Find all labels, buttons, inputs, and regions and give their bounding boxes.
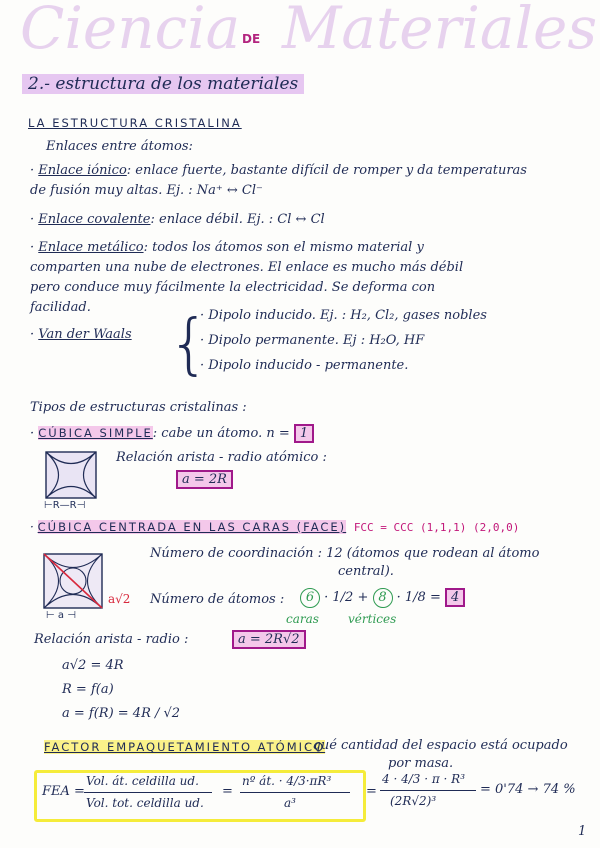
fea-question: : qué cantidad del espacio está ocupado [304,738,568,753]
atoms-result: 4 [445,588,465,607]
ionic-text-2: de fusión muy altas. Ej. : Na⁺ ↔ Cl⁻ [30,183,263,198]
vdw-label: Van der Waals [38,327,132,342]
atoms-eight: 8 [373,588,393,608]
fea-heading: FACTOR EMPAQUETAMIENTO ATÓMICO [44,740,326,754]
atoms-eighth: 1/8 [404,590,426,605]
metallic-text: : todos los átomos son el mismo material y [143,240,424,255]
vdw-brace: { [168,305,210,382]
simple-cubic-diagram [44,450,100,502]
types-heading: Tipos de estructuras cristalinas : [30,400,247,415]
relation-eq: a = 2R [176,470,233,489]
fea-eq-2: = [366,784,377,799]
fea-frac-line-1 [84,792,212,793]
cubic-simple: · CÚBICA SIMPLE: cabe un átomo. n = 1 [30,426,314,441]
coord-text: Número de coordinación : 12 (átomos que rodean al átomo [150,546,540,561]
fcc-code: FCC = CCC (1,1,1) (2,0,0) [353,521,520,534]
eq-3: a = f(R) = 4R / √2 [62,706,181,721]
ionic-label: Enlace iónico [38,163,127,178]
fea-frac-line-2 [240,792,350,793]
fcc-diag-label: a√2 [108,592,131,606]
coord-text-2: central). [338,564,394,579]
atoms-six: 6 [300,588,320,608]
fea-den-2: a³ [284,796,296,810]
title-de: DE [242,32,261,46]
covalent-bond: · Enlace covalente: enlace débil. Ej. : Cl ↔ Cl [30,212,325,227]
fea-lhs: FEA = [42,784,85,799]
fea-num: Vol. át. celdilla ud. [86,774,199,788]
eq-2: R = f(a) [62,682,114,697]
title-ciencia: Ciencia [20,0,241,62]
bonds-intro: Enlaces entre átomos: [46,139,193,154]
crystal-heading: LA ESTRUCTURA CRISTALINA [28,116,242,130]
vdw-item-2: · Dipolo permanente. Ej : H₂O, HF [200,333,425,348]
fea-eq-1: = [222,784,233,799]
ionic-bond: · Enlace iónico: enlace fuerte, bastante difícil de romper y da temperaturas [30,163,527,178]
atoms-text: Número de átomos : [150,592,285,607]
metallic-label: Enlace metálico [38,240,144,255]
vdw-item-1: · Dipolo inducido. Ej. : H₂, Cl₂, gases nobles [200,308,487,323]
fcc-label: CÚBICA CENTRADA EN LAS CARAS (FACE) [37,520,347,534]
title-materiales: Materiales [282,0,598,62]
ionic-text: : enlace fuerte, bastante difícil de romper y da temperaturas [126,163,527,178]
cubic-simple-text: : cabe un átomo. n = [152,426,290,441]
fea-num-3: 4 · 4/3 · π · R³ [382,772,466,786]
atoms-half: 1/2 [332,590,354,605]
fcc-diagram-label: ⊢ a ⊣ [46,610,76,621]
radius-text: Relación arista - radio : [34,632,189,647]
covalent-label: Enlace covalente [38,212,151,227]
fea-num-2: nº át. · 4/3·πR³ [242,774,332,788]
fea-frac-line-3 [380,790,476,791]
cubic-simple-n: 1 [294,424,314,443]
page-number: 1 [578,824,587,839]
fea-result: = 0'74 → 74 % [480,782,576,797]
vdw-item-3: · Dipolo inducido - permanente. [200,358,409,373]
fcc-diagram [42,552,106,612]
covalent-text: : enlace débil. Ej. : Cl ↔ Cl [150,212,325,227]
metallic-text-2: comparten una nube de electrones. El enlace es mucho más débil [30,260,464,275]
caras-label: caras [286,612,319,626]
simple-diagram-label: ⊢R—R⊣ [44,500,86,511]
fea-den: Vol. tot. celdilla ud. [86,796,204,810]
relation-text: Relación arista - radio atómico : [116,450,327,465]
radius-eq: a = 2R√2 [232,630,306,649]
eq-1: a√2 = 4R [62,658,124,673]
section-heading: 2.- estructura de los materiales [22,74,304,94]
fea-question-2: por masa. [388,756,454,771]
fea-den-3: (2R√2)³ [390,794,437,808]
metallic-bond: · Enlace metálico: todos los átomos son el mismo material y [30,240,424,255]
vdw-bond: · Van der Waals [30,327,132,342]
vertices-label: vértices [348,612,397,626]
atoms-formula: 6 · 1/2 + 8 · 1/8 = 4 [300,588,465,608]
metallic-text-4: facilidad. [30,300,91,315]
cubic-simple-label: CÚBICA SIMPLE [38,426,153,440]
fcc: · CÚBICA CENTRADA EN LAS CARAS (FACE) FCC = CCC (1,1,1) (2,0,0) [30,520,520,534]
metallic-text-3: pero conduce muy fácilmente la electricidad. Se deforma con [30,280,436,295]
